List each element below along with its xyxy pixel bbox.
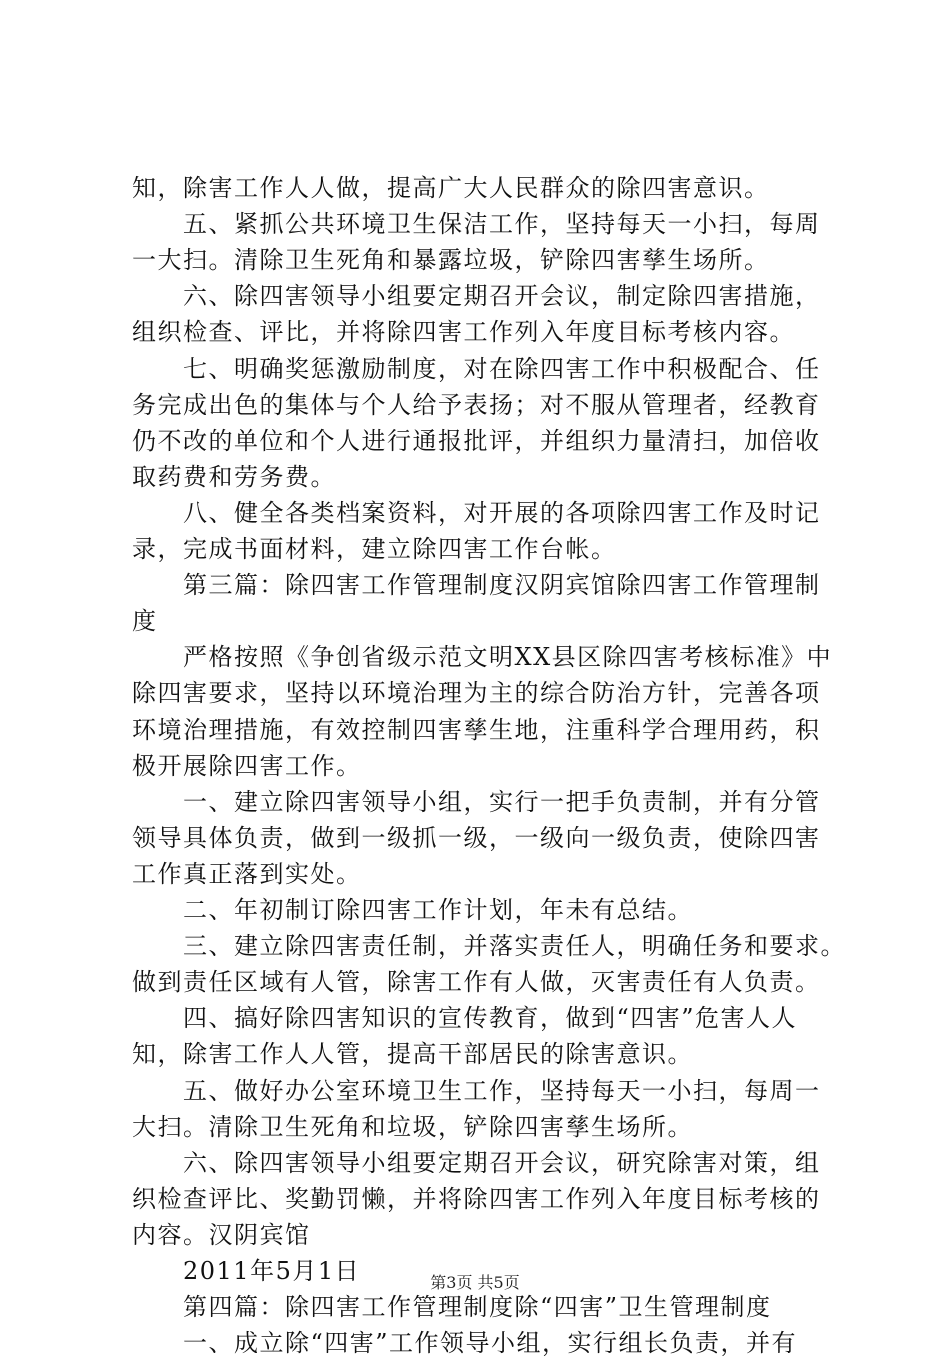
text-line: 度 <box>132 607 158 636</box>
text-line: 一、建立除四害领导小组，实行一把手负责制，并有分管 <box>132 787 821 816</box>
text-line: 组织检查、评比，并将除四害工作列入年度目标考核内容。 <box>132 318 795 347</box>
text-line: 七、明确奖惩激励制度，对在除四害工作中积极配合、任 <box>132 354 821 383</box>
text-line: 领导具体负责，做到一级抓一级，一级向一级负责，使除四害 <box>132 823 821 852</box>
text-line: 录，完成书面材料，建立除四害工作台帐。 <box>132 535 617 563</box>
text-line: 三、建立除四害责任制，并落实责任人，明确任务和要求。 <box>132 932 846 961</box>
text-line: 取药费和劳务费。 <box>132 462 336 491</box>
text-line: 一、成立除“四害”工作领导小组，实行组长负责，并有 <box>132 1329 798 1358</box>
text-line: 极开展除四害工作。 <box>132 751 362 780</box>
text-line: 2011年5月1日 <box>132 1257 361 1285</box>
text-line: 环境治理措施，有效控制四害孳生地，注重科学合理用药，积 <box>132 715 821 744</box>
text-line: 务完成出色的集体与个人给予表扬；对不服从管理者，经教育 <box>132 390 821 419</box>
text-line: 第四篇：除四害工作管理制度除“四害”卫生管理制度 <box>132 1293 772 1322</box>
text-line: 四、搞好除四害知识的宣传教育，做到“四害”危害人人 <box>132 1004 798 1033</box>
text-line: 仍不改的单位和个人进行通报批评，并组织力量清扫，加倍收 <box>132 426 821 455</box>
text-line: 工作真正落到实处。 <box>132 859 362 888</box>
text-line: 严格按照《争创省级示范文明XX县区除四害考核标准》中 <box>132 643 833 672</box>
text-line: 知，除害工作人人做，提高广大人民群众的除四害意识。 <box>132 174 770 202</box>
text-line: 二、年初制订除四害工作计划，年未有总结。 <box>132 896 693 924</box>
text-line: 大扫。清除卫生死角和垃圾，铲除四害孳生场所。 <box>132 1112 693 1141</box>
text-line: 织检查评比、奖勤罚懒，并将除四害工作列入年度目标考核的 <box>132 1184 821 1213</box>
text-line: 五、紧抓公共环境卫生保洁工作，坚持每天一小扫，每周 <box>132 210 821 239</box>
text-line: 八、健全各类档案资料，对开展的各项除四害工作及时记 <box>132 498 821 527</box>
text-line: 六、除四害领导小组要定期召开会议，研究除害对策，组 <box>132 1148 821 1177</box>
text-line: 一大扫。清除卫生死角和暴露垃圾，铲除四害孳生场所。 <box>132 246 770 275</box>
text-line: 第三篇：除四害工作管理制度汉阴宾馆除四害工作管理制 <box>132 571 821 600</box>
text-line: 六、除四害领导小组要定期召开会议，制定除四害措施， <box>132 282 821 311</box>
text-line: 除四害要求，坚持以环境治理为主的综合防治方针，完善各项 <box>132 679 821 708</box>
page-footer: 第3页 共5页 <box>430 1273 520 1292</box>
text-line: 五、做好办公室环境卫生工作，坚持每天一小扫，每周一 <box>132 1076 821 1105</box>
text-line: 做到责任区域有人管，除害工作有人做，灭害责任有人负责。 <box>132 968 821 997</box>
text-line: 知，除害工作人人管，提高干部居民的除害意识。 <box>132 1040 693 1069</box>
text-line: 内容。汉阴宾馆 <box>132 1220 311 1249</box>
